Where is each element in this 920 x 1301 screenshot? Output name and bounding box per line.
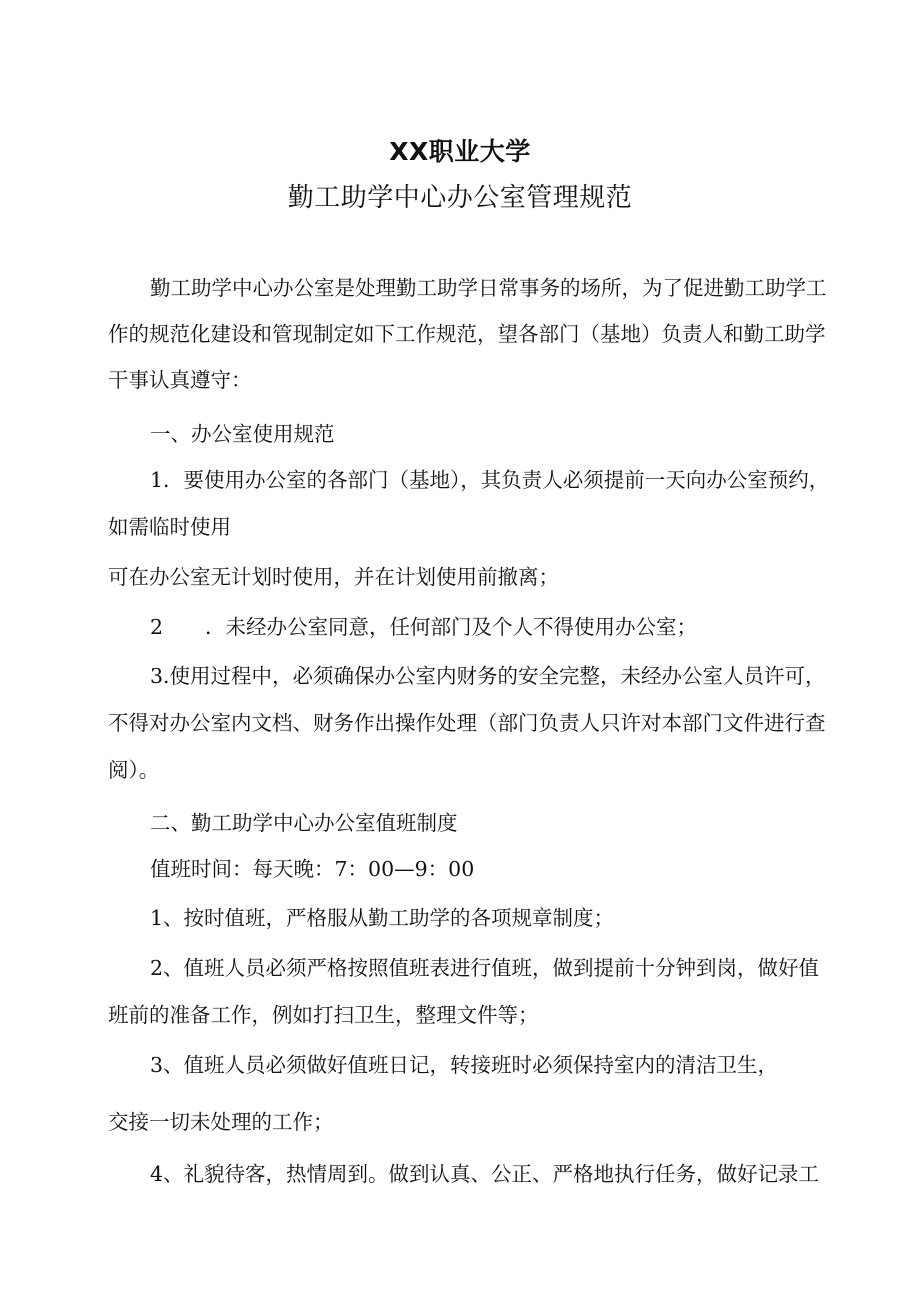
section2-item3-line2: 交接一切未处理的工作；: [108, 1110, 334, 1134]
section1-heading: 一、办公室使用规范: [150, 422, 335, 446]
intro-line-1: 勤工助学中心办公室是处理勤工助学日常事务的场所，为了促进勤工助学工: [150, 276, 827, 300]
section1-item2-text: ．未经办公室同意，任何部门及个人不得使用办公室；: [205, 615, 698, 639]
section1-item1-line3: 可在办公室无计划时使用，并在计划使用前撤离；: [108, 565, 559, 589]
section1-item2: [150, 613, 697, 641]
document-title-institution: XX职业大学: [389, 137, 531, 166]
section2-item3-line1: 3、值班人员必须做好值班日记，转接班时必须保持室内的清洁卫生，: [150, 1053, 779, 1077]
section1-item3-line1: 3.使用过程中，必须确保办公室内财务的安全完整，未经办公室人员许可，: [150, 664, 826, 688]
document-title-main: 勤工助学中心办公室管理规范: [287, 183, 633, 213]
section1-item3-line3: 阅）。: [108, 758, 160, 782]
intro-line-3: 干事认真遵守：: [108, 368, 252, 392]
section1-item1-line1: 1．要使用办公室的各部门（基地），其负责人必须提前一天向办公室预约，: [150, 468, 830, 492]
section2-heading: 二、勤工助学中心办公室值班制度: [150, 811, 458, 835]
section2-item4-line1: 4、礼貌待客，热情周到。做到认真、公正、严格地执行任务，做好记录工: [150, 1162, 820, 1186]
section2-item2-line1: 2、值班人员必须严格按照值班表进行值班，做到提前十分钟到岗，做好值: [150, 956, 820, 980]
section2-duty-time: 值班时间：每天晚：7：00—9：00: [150, 857, 475, 881]
section2-item1: 1、按时值班，严格服从勤工助学的各项规章制度；: [150, 906, 615, 930]
section1-item3-line2: 不得对办公室内文档、财务作出操作处理（部门负责人只许对本部门文件进行查: [108, 711, 826, 735]
section1-item1-line2: 如需临时使用: [108, 515, 231, 539]
section2-item2-line2: 班前的准备工作，例如打扫卫生，整理文件等；: [108, 1003, 539, 1027]
intro-line-2: 作的规范化建设和管现制定如下工作规范，望各部门（基地）负责人和勤工助学: [108, 322, 826, 346]
section1-item2-number: 2: [150, 615, 164, 639]
